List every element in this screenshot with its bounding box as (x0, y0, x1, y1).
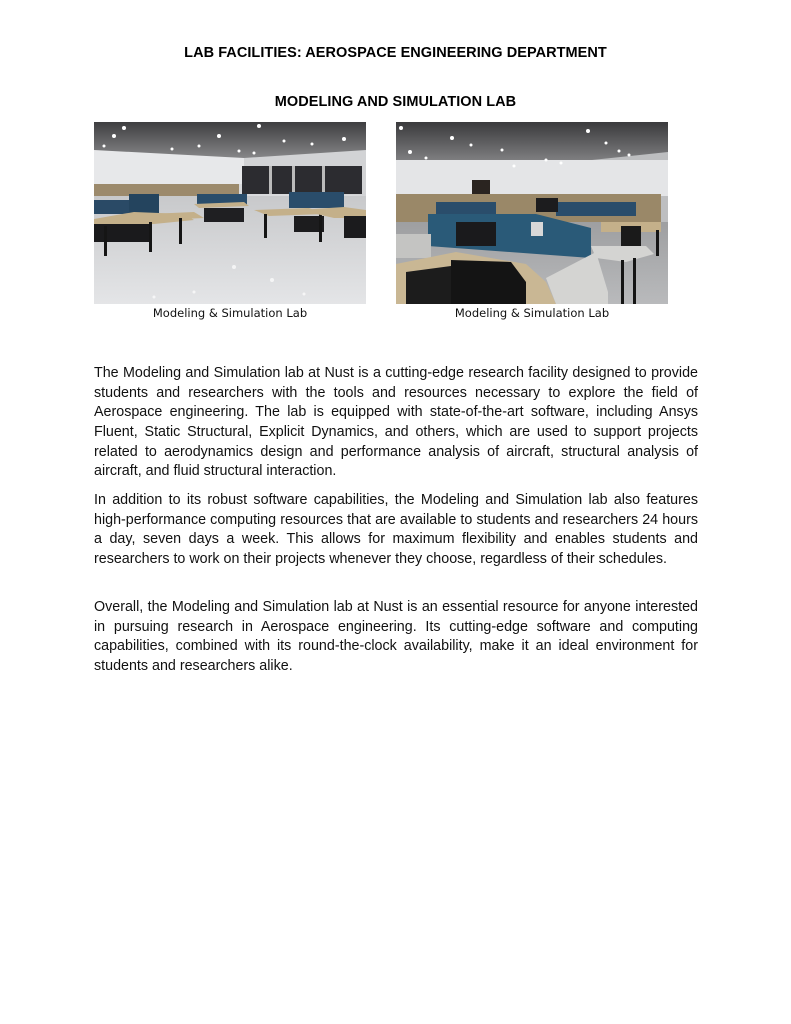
paragraph-computing: In addition to its robust software capabilities, the Modeling and Simulation lab also features high-performance computing resources that are available to students and researchers 24 hours a day, seven days a week. This allows for maximum flexibility and enables students and researchers to work on their projects whenever they choose, regardless of their schedules. (94, 492, 698, 568)
paragraph-intro: The Modeling and Simulation lab at Nust is a cutting-edge research facility designed to provide students and researchers with the tools and resources necessary to explore the field of Aerospace engineering. The lab is equipped with state-of-the-art software, including Ansys Fluent, Static Structural, Explicit Dynamics, and others, which are used to support projects related to aerodynamics design and performance analysis of aircraft, structural analysis of aircraft, and fluid structural interaction. (94, 365, 698, 480)
lab-photo-1-caption: Modeling & Simulation Lab (152, 306, 308, 320)
section-title: MODELING AND SIMULATION LAB (274, 94, 517, 110)
page-title: LAB FACILITIES: AEROSPACE ENGINEERING DEPARTMENT (184, 45, 607, 61)
lab-photo-2-caption: Modeling & Simulation Lab (454, 306, 610, 320)
lab-photo-2 (396, 122, 668, 304)
lab-photo-1 (94, 122, 366, 304)
paragraph-conclusion: Overall, the Modeling and Simulation lab at Nust is an essential resource for anyone interested in pursuing research in Aerospace engineering. Its cutting-edge software and computing capabilities, combined with its round-the-clock availability, make it an ideal environment for students and researchers alike. (94, 599, 698, 675)
lab-photo-1-image (94, 122, 366, 304)
lab-photo-2-image (396, 122, 668, 304)
